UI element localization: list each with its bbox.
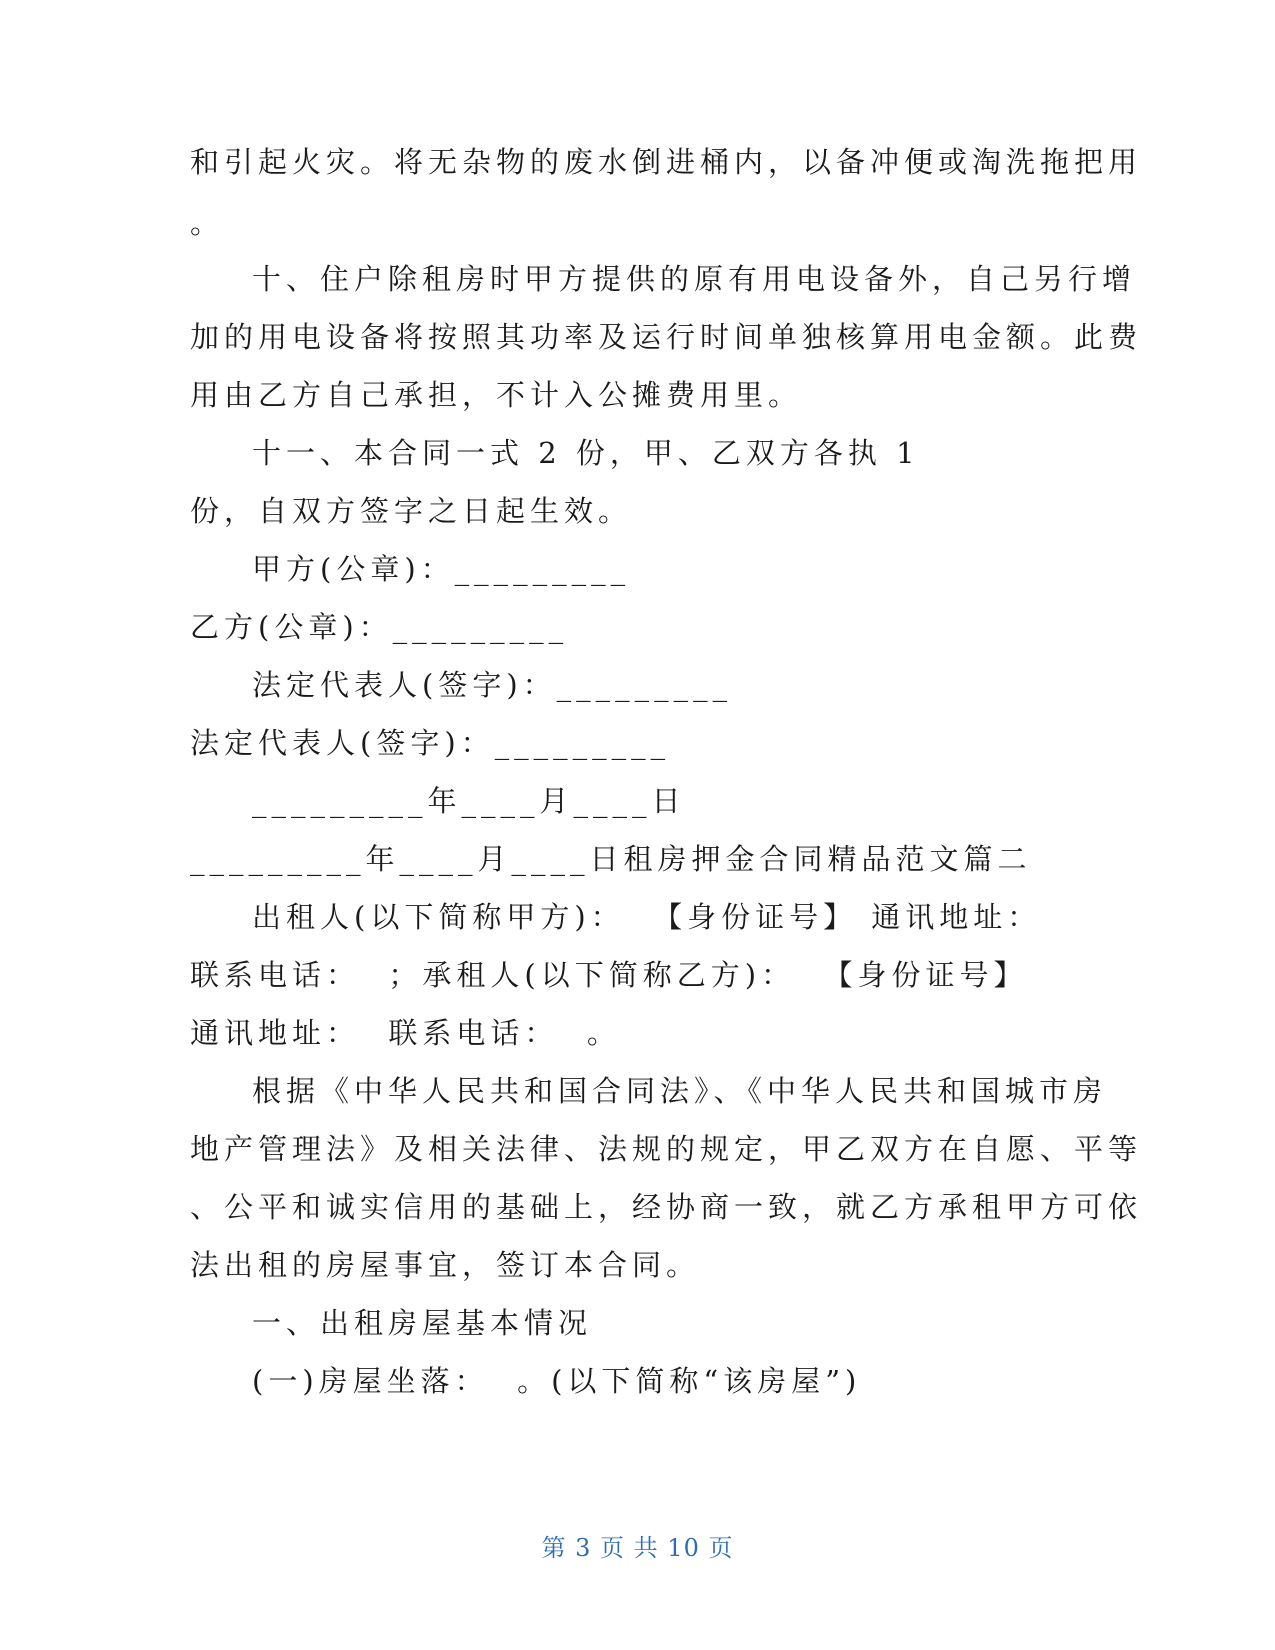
- text-line: 。: [190, 206, 225, 240]
- text-line: 和引起火灾。将无杂物的废水倒进桶内，以备冲便或淘洗拖把用: [190, 145, 1143, 179]
- text-line: 加的用电设备将按照其功率及运行时间单独核算用电金额。此费: [190, 320, 1143, 354]
- text-line: 十一、本合同一式 2 份，甲、乙双方各执 1: [252, 436, 920, 470]
- page-number-text: 第 3 页 共 10 页: [541, 1534, 734, 1562]
- page-number-footer: [0, 1528, 1275, 1563]
- text-line: 用由乙方自己承担，不计入公摊费用里。: [190, 378, 803, 412]
- text-line: 联系电话： ；承租人(以下简称乙方)： 【身份证号】: [190, 958, 1028, 992]
- text-line: 通讯地址： 联系电话： 。: [190, 1016, 621, 1050]
- text-line: (一)房屋坐落： 。(以下简称“该房屋”): [252, 1364, 862, 1398]
- text-line: 、公平和诚实信用的基础上，经协商一致，就乙方承租甲方可依: [190, 1190, 1143, 1224]
- date-line: _________年____月____日: [252, 784, 686, 818]
- text-line: 份，自双方签字之日起生效。: [190, 494, 633, 528]
- text-line: 法出租的房屋事宜，签订本合同。: [190, 1248, 701, 1282]
- text-line: 根据《中华人民共和国合同法》、《中华人民共和国城市房: [252, 1074, 1108, 1108]
- text-line: 地产管理法》及相关法律、法规的规定，甲乙双方在自愿、平等: [190, 1132, 1143, 1166]
- signature-line-representative-b: 法定代表人(签字)：_________: [190, 726, 671, 760]
- signature-line-party-a: 甲方(公章)：_________: [252, 552, 631, 586]
- signature-line-representative-a: 法定代表人(签字)：_________: [252, 668, 733, 702]
- text-line: 出租人(以下简称甲方)： 【身份证号】 通讯地址：: [252, 900, 1042, 934]
- section-heading: 一、出租房屋基本情况: [252, 1306, 593, 1340]
- signature-line-party-b: 乙方(公章)：_________: [190, 610, 569, 644]
- text-line: 十、住户除租房时甲方提供的原有用电设备外，自己另行增: [252, 262, 1137, 296]
- date-title-line: _________年____月____日租房押金合同精品范文篇二: [190, 842, 1032, 876]
